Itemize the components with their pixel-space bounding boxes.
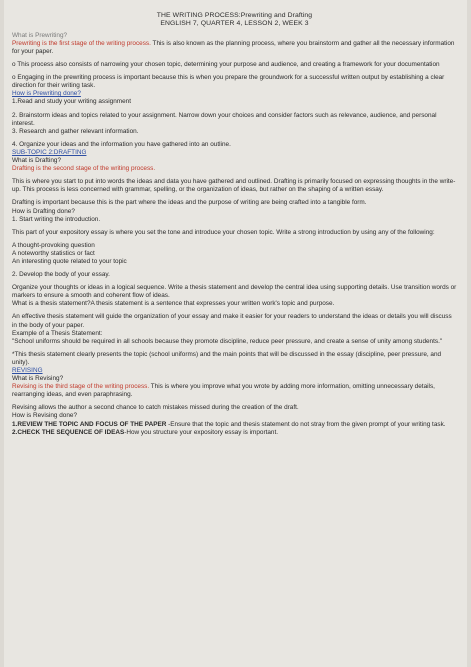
drafting-heading: SUB-TOPIC 2:DRAFTING <box>12 148 87 156</box>
page-title: THE WRITING PROCESS:Prewriting and Drafting <box>156 12 313 19</box>
drafting-step-2: 2. Develop the body of your essay. <box>12 271 110 279</box>
revising-how-heading: How is Revising done? <box>12 412 78 420</box>
drafting-paragraph-6: An effective thesis statement will guide the organization of your essay and make it easier for your readers to understand the ideas or details you will discuss in the body of your paper. <box>12 313 452 329</box>
drafting-option-1: A thought-provoking question <box>12 241 95 249</box>
drafting-example-label: Example of a Thesis Statement: <box>12 329 103 337</box>
drafting-paragraph-4: Organize your thoughts or ideas in a logical sequence. Write a thesis statement and develop the central idea using supporting details. Use transition words or markers to ensure a smooth and coherent flow of ideas. <box>12 284 457 300</box>
revising-step-2-text: -How you structure your expository essay is important. <box>124 428 279 436</box>
prewriting-definition-highlight: Prewriting is the first stage of the writing process. <box>12 39 151 47</box>
revising-question: What is Revising? <box>12 375 64 383</box>
worksheet-page <box>4 0 467 667</box>
prewriting-step-4: 4. Organize your ideas and the information you have gathered into an outline. <box>12 140 231 148</box>
prewriting-paragraph-1: o This process also consists of narrowing your chosen topic, determining your purpose and audience, and creating a framework for your documentation <box>12 61 440 69</box>
revising-definition <box>12 383 457 399</box>
page-subtitle: ENGLISH 7, QUARTER 4, LESSON 2, WEEK 3 <box>160 20 309 28</box>
drafting-option-3: An interesting quote related to your topic <box>12 257 127 265</box>
prewriting-step-2: 2. Brainstorm ideas and topics related to your assignment. Narrow down your choices and consider factors such as relevance, audience, and personal interest. <box>12 111 437 127</box>
prewriting-question: What is Prewriting? <box>12 31 68 39</box>
revising-definition-rest: This is where you improve what you wrote by adding more information, omitting unnecessary details, rearranging ideas, and even paraphrasing. <box>12 383 435 399</box>
drafting-option-2: A noteworthy statistics or fact <box>12 249 95 257</box>
revising-step-1-text: -Ensure that the topic and thesis statement do not stray from the given prompt of your writing task. <box>166 420 446 428</box>
revising-paragraph-1: Revising allows the author a second chance to catch mistakes missed during the creation of the draft. <box>12 404 299 412</box>
drafting-paragraph-1: This is where you start to put into words the ideas and data you have gathered and outlined. Drafting is primarily focused on expressing thoughts in the write-up. This process is less concerned with grammar, spelling, or the organization of ideas, but rather on the shaping of a written essay. <box>12 178 456 194</box>
drafting-step-1: 1. Start writing the introduction. <box>12 215 101 223</box>
prewriting-definition-rest: This is also known as the planning process, where you brainstorm and gather all the necessary information for your paper. <box>12 39 455 55</box>
drafting-example-quote: "School uniforms should be required in all schools because they promote discipline, reduce peer pressure, and create a sense of unity among students." <box>12 337 443 345</box>
drafting-paragraph-5: What is a thesis statement?A thesis statement is a sentence that expresses your written work's topic and purpose. <box>12 300 335 308</box>
prewriting-how-heading: How is Prewriting done? <box>12 90 81 98</box>
prewriting-paragraph-2: o Engaging in the prewriting process is important because this is when you prepare the groundwork for a successful written output by establishing a clear direction for their writing task. <box>12 74 445 90</box>
drafting-paragraph-2: Drafting is important because this is the part where the ideas and the purpose of writing are being crafted into a tangible form. <box>12 199 367 207</box>
revising-step-1-title: 1.REVIEW THE TOPIC AND FOCUS OF THE PAPER <box>12 420 167 428</box>
drafting-how-heading: How is Drafting done? <box>12 207 75 215</box>
prewriting-step-3: 3. Research and gather relevant information. <box>12 127 139 135</box>
revising-step-2 <box>12 429 457 437</box>
revising-heading: REVISING <box>12 367 43 374</box>
prewriting-step-1: 1.Read and study your writing assignment <box>12 98 132 106</box>
drafting-paragraph-7: *This thesis statement clearly presents the topic (school uniforms) and the main points that will be discussed in the essay (discipline, peer pressure, and unity). <box>12 350 442 366</box>
drafting-question: What is Drafting? <box>12 157 62 165</box>
drafting-paragraph-3: This part of your expository essay is where you set the tone and introduce your chosen topic. Write a strong introduction by using any of the following: <box>12 228 435 236</box>
revising-step-1 <box>12 421 457 429</box>
prewriting-definition <box>12 40 457 56</box>
drafting-definition: Drafting is the second stage of the writing process. <box>12 165 156 173</box>
revising-step-2-title: 2.CHECK THE SEQUENCE OF IDEAS <box>12 428 125 436</box>
revising-definition-highlight: Revising is the third stage of the writing process. <box>12 383 150 391</box>
